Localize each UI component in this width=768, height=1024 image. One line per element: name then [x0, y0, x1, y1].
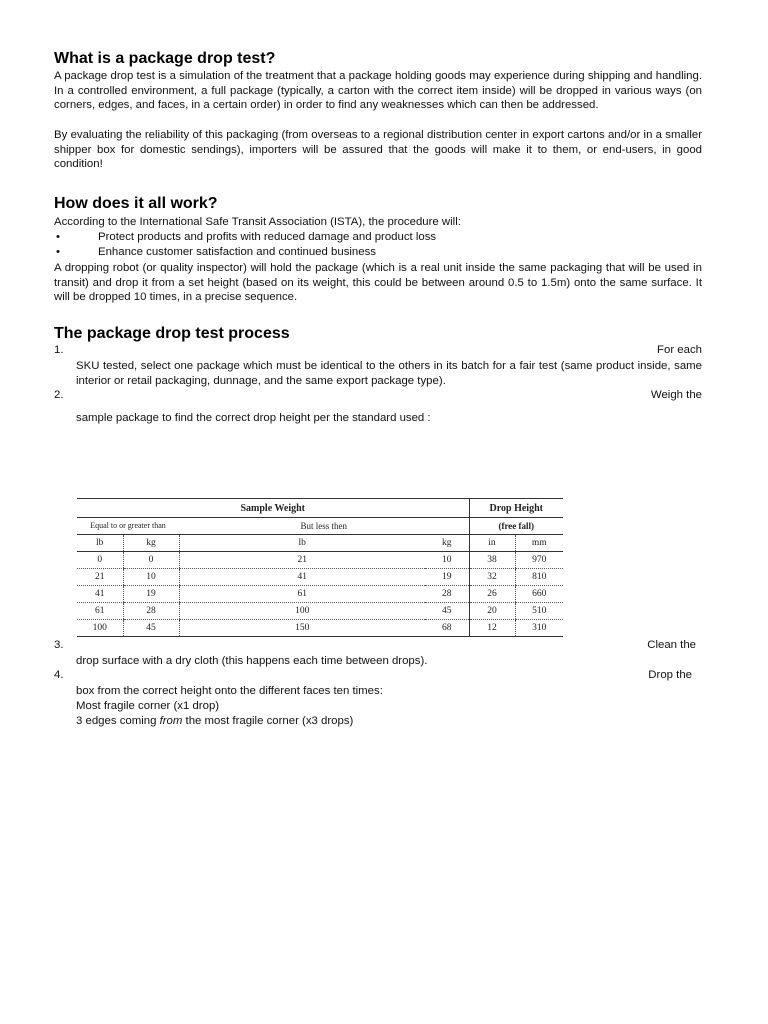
step-lead-text: Weigh the — [650, 389, 702, 401]
table-cell: 28 — [425, 586, 469, 603]
step-text: SKU tested, select one package which must be identical to the others in its batch for a fair test (same product inside, same interior or retail packaging, dunnage, and the same export package type). — [76, 360, 702, 387]
header-less-than: But less then — [179, 518, 469, 535]
table-cell: 45 — [123, 620, 179, 637]
step-number: 4. — [54, 669, 64, 681]
table-cell: 150 — [179, 620, 425, 637]
unit-cell: kg — [123, 535, 179, 552]
step-number: 3. — [54, 639, 64, 651]
header-greater-than: Equal to or greater than — [77, 518, 179, 535]
table-cell: 32 — [469, 569, 515, 586]
drop-height-table — [77, 498, 563, 633]
unit-cell: in — [469, 535, 515, 552]
paragraph-ista-intro: According to the International Safe Transit Association (ISTA), the procedure will: — [54, 216, 461, 228]
heading-what-is-drop-test: What is a package drop test? — [54, 50, 276, 67]
bullet-text: Enhance customer satisfaction and continued business — [98, 246, 376, 258]
table-cell: 0 — [77, 552, 123, 569]
header-sample-weight: Sample Weight — [77, 499, 469, 518]
heading-how-it-works: How does it all work? — [54, 195, 218, 212]
table-cell: 20 — [469, 603, 515, 620]
table-cell: 28 — [123, 603, 179, 620]
header-drop-height: Drop Height — [469, 499, 563, 518]
bullet-icon: • — [56, 231, 60, 243]
table-cell: 61 — [77, 603, 123, 620]
step-number: 1. — [54, 344, 64, 356]
table-cell: 660 — [515, 586, 563, 603]
table-cell: 10 — [425, 552, 469, 569]
unit-cell: mm — [515, 535, 563, 552]
table-cell: 41 — [77, 586, 123, 603]
table-row — [77, 569, 563, 586]
table-row — [77, 620, 563, 637]
list-item — [54, 245, 702, 260]
table-cell: 19 — [123, 586, 179, 603]
step-lead-text: Clean the — [647, 639, 696, 651]
drop-sequence-item: 3 edges coming from the most fragile corner (x3 drops) — [76, 715, 354, 727]
table-cell: 510 — [515, 603, 563, 620]
heading-process: The package drop test process — [54, 325, 290, 342]
table-cell: 810 — [515, 569, 563, 586]
step-text: drop surface with a dry cloth (this happens each time between drops). — [76, 655, 428, 667]
bullet-text: Protect products and profits with reduced damage and product loss — [98, 231, 437, 243]
table-cell: 970 — [515, 552, 563, 569]
table-cell: 19 — [425, 569, 469, 586]
table-cell: 41 — [179, 569, 425, 586]
table-cell: 45 — [425, 603, 469, 620]
table-cell: 100 — [77, 620, 123, 637]
step-lead-text: For each — [657, 344, 702, 356]
paragraph-robot: A dropping robot (or quality inspector) will hold the package (which is a real unit inside the same packaging that will be used in transit) and drop it from a set height (based on its weight, this could be between around 0.5 to 1.5m) onto the same surface. It will be dropped 10 times, in a precise sequence. — [54, 262, 702, 303]
header-free-fall: (free fall) — [469, 518, 563, 535]
bullet-icon: • — [56, 246, 60, 258]
table-row — [77, 603, 563, 620]
bullet-list — [54, 230, 702, 260]
table-cell: 0 — [123, 552, 179, 569]
table-cell: 21 — [77, 569, 123, 586]
table-cell: 10 — [123, 569, 179, 586]
unit-cell: lb — [179, 535, 425, 552]
table-units-row — [77, 535, 563, 552]
step-number: 2. — [54, 389, 64, 401]
step-text: box from the correct height onto the different faces ten times: — [76, 685, 383, 697]
table-cell: 61 — [179, 586, 425, 603]
step-lead-text: Drop the — [648, 669, 692, 681]
table-cell: 100 — [179, 603, 425, 620]
table-cell: 12 — [469, 620, 515, 637]
table-row — [77, 552, 563, 569]
unit-cell: lb — [77, 535, 123, 552]
table-cell: 38 — [469, 552, 515, 569]
table-cell: 21 — [179, 552, 425, 569]
unit-cell: kg — [425, 535, 469, 552]
drop-sequence-item: Most fragile corner (x1 drop) — [76, 700, 220, 712]
table-row — [77, 586, 563, 603]
paragraph-intro: A package drop test is a simulation of the treatment that a package holding goods may experience during shipping and handling. In a controlled environment, a full package (typically, a carton with the correct item inside) will be dropped in various ways (on corners, edges, and faces, in a certain order) in order to find any weaknesses which can then be addressed. — [54, 70, 702, 111]
step-text: sample package to find the correct drop height per the standard used : — [76, 412, 431, 424]
table-cell: 26 — [469, 586, 515, 603]
table-cell: 68 — [425, 620, 469, 637]
paragraph-evaluation: By evaluating the reliability of this packaging (from overseas to a regional distribution center in export cartons and/or in a smaller shipper box for domestic sendings), importers will be assured that the goods will make it to them, or end-users, in good condition! — [54, 129, 702, 170]
list-item — [54, 230, 702, 245]
table-cell: 310 — [515, 620, 563, 637]
